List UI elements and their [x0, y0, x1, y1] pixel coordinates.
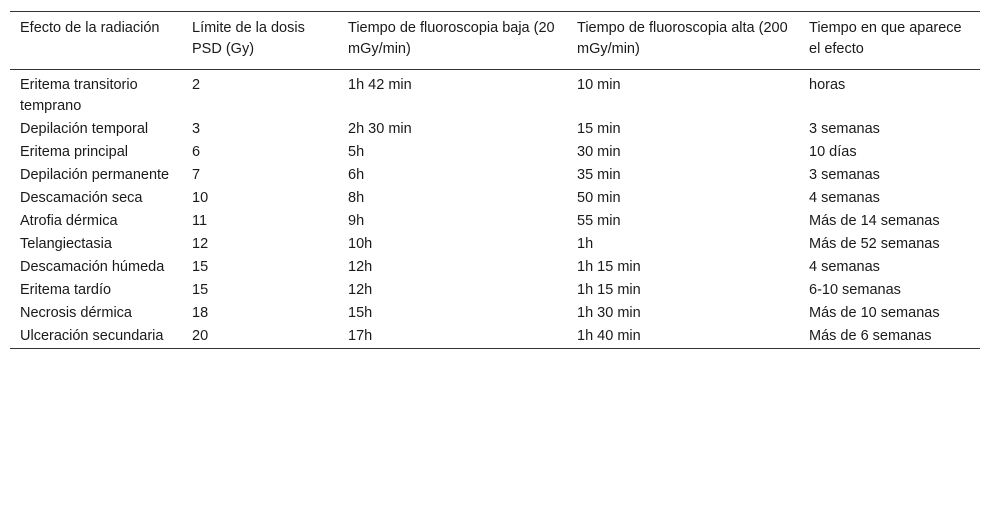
cell-effect: Depilación permanente [20, 167, 170, 183]
cell-effect: Necrosis dérmica [20, 305, 132, 321]
table-row [10, 302, 980, 325]
cell-high-fluoro-time: 10 min [577, 77, 621, 93]
header-onset-time: Tiempo en que aparece el efecto [809, 20, 962, 57]
cell-onset-time: horas [809, 77, 846, 93]
cell-effect: Descamación húmeda [20, 259, 165, 275]
cell-onset-time: 3 semanas [809, 121, 880, 137]
cell-dose-limit: 12 [192, 236, 209, 252]
cell-high-fluoro-time: 35 min [577, 167, 621, 183]
table-row [10, 164, 980, 187]
table-row [10, 187, 980, 210]
cell-high-fluoro-time: 1h 30 min [577, 305, 641, 321]
table-row [10, 279, 980, 302]
cell-low-fluoro-time: 12h [348, 259, 373, 275]
cell-high-fluoro-time: 50 min [577, 190, 621, 206]
header-row [10, 12, 980, 70]
cell-onset-time: Más de 14 semanas [809, 213, 940, 229]
cell-high-fluoro-time: 1h 15 min [577, 282, 641, 298]
cell-effect: Eritema tardío [20, 282, 112, 298]
table-header [10, 12, 980, 70]
cell-dose-limit: 11 [192, 213, 208, 229]
cell-onset-time: 3 semanas [809, 167, 880, 183]
cell-dose-limit: 7 [192, 167, 201, 183]
cell-dose-limit: 6 [192, 144, 201, 160]
cell-low-fluoro-time: 9h [348, 213, 365, 229]
cell-effect: Descamación seca [20, 190, 143, 206]
cell-dose-limit: 2 [192, 77, 201, 93]
cell-low-fluoro-time: 1h 42 min [348, 77, 412, 93]
table-row [10, 210, 980, 233]
cell-low-fluoro-time: 10h [348, 236, 373, 252]
cell-dose-limit: 10 [192, 190, 209, 206]
header-dose-limit: Límite de la dosis PSD (Gy) [192, 20, 305, 57]
table-row [10, 256, 980, 279]
table-row [10, 118, 980, 141]
cell-effect: Eritema transitorio temprano [20, 77, 138, 114]
cell-low-fluoro-time: 17h [348, 328, 373, 344]
cell-onset-time: 6-10 semanas [809, 282, 901, 298]
cell-onset-time: Más de 10 semanas [809, 305, 940, 321]
table-row [10, 70, 980, 119]
cell-low-fluoro-time: 2h 30 min [348, 121, 412, 137]
cell-high-fluoro-time: 30 min [577, 144, 621, 160]
cell-onset-time: 4 semanas [809, 259, 880, 275]
cell-high-fluoro-time: 15 min [577, 121, 621, 137]
table-row [10, 325, 980, 349]
cell-low-fluoro-time: 12h [348, 282, 373, 298]
radiation-effects-table-container [10, 11, 980, 349]
radiation-effects-table [10, 11, 980, 349]
cell-effect: Atrofia dérmica [20, 213, 118, 229]
header-high-fluoro-time: Tiempo de fluoroscopia alta (200 mGy/min) [577, 20, 788, 57]
cell-high-fluoro-time: 55 min [577, 213, 621, 229]
cell-dose-limit: 3 [192, 121, 201, 137]
cell-high-fluoro-time: 1h [577, 236, 594, 252]
header-low-fluoro-time: Tiempo de fluoroscopia baja (20 mGy/min) [348, 20, 555, 57]
cell-onset-time: 10 días [809, 144, 857, 160]
cell-effect: Depilación temporal [20, 121, 149, 137]
cell-onset-time: 4 semanas [809, 190, 880, 206]
cell-dose-limit: 15 [192, 282, 209, 298]
cell-dose-limit: 18 [192, 305, 209, 321]
cell-low-fluoro-time: 15h [348, 305, 373, 321]
cell-low-fluoro-time: 8h [348, 190, 365, 206]
table-body [10, 70, 980, 349]
cell-effect: Ulceración secundaria [20, 328, 164, 344]
cell-onset-time: Más de 52 semanas [809, 236, 940, 252]
cell-high-fluoro-time: 1h 15 min [577, 259, 641, 275]
table-row [10, 233, 980, 256]
cell-effect: Telangiectasia [20, 236, 112, 252]
cell-high-fluoro-time: 1h 40 min [577, 328, 641, 344]
cell-low-fluoro-time: 6h [348, 167, 365, 183]
cell-effect: Eritema principal [20, 144, 128, 160]
cell-dose-limit: 15 [192, 259, 209, 275]
table-row [10, 141, 980, 164]
header-effect: Efecto de la radiación [20, 20, 160, 36]
cell-onset-time: Más de 6 semanas [809, 328, 932, 344]
cell-dose-limit: 20 [192, 328, 209, 344]
cell-low-fluoro-time: 5h [348, 144, 365, 160]
